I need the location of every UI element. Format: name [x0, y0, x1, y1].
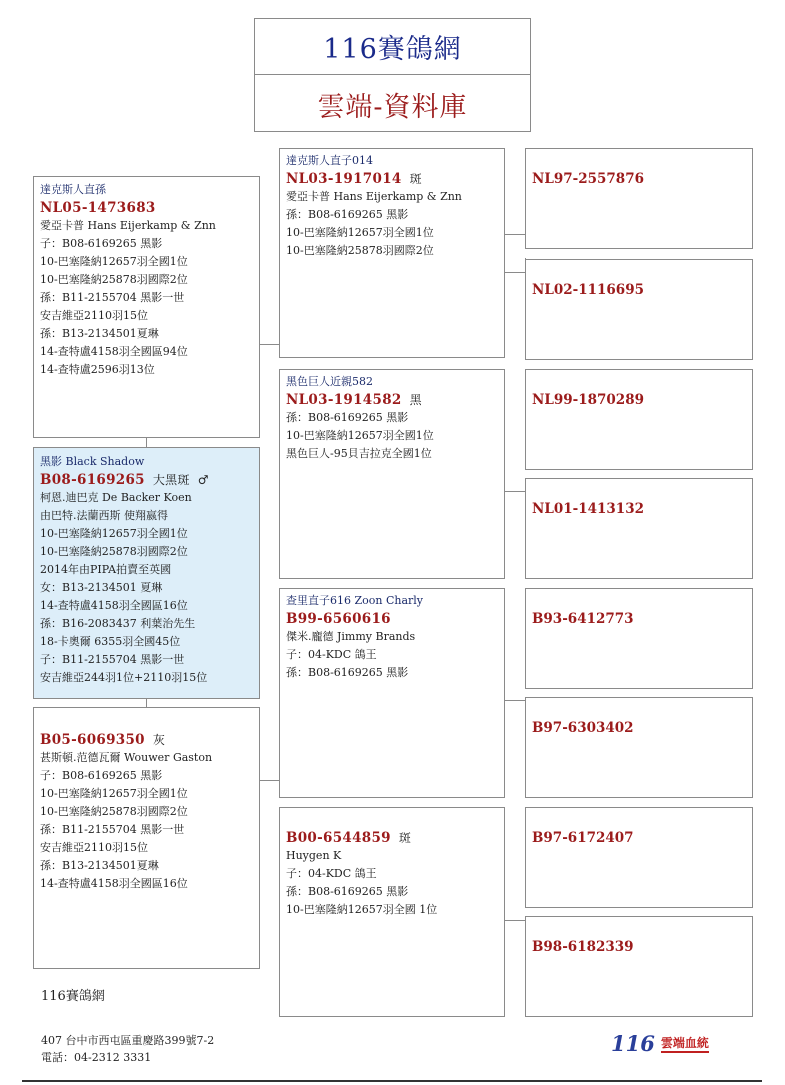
grandparent-line: 傑米.龐德 Jimmy Brands [286, 630, 416, 643]
sire-card[interactable] [33, 176, 260, 438]
dam-line: 10-巴塞隆納12657羽全國1位 [40, 787, 188, 800]
grandparent-line: 10-巴塞隆納12657羽全國1位 [286, 226, 434, 239]
dam-color: 灰 [152, 733, 166, 747]
sire-line: 孫：B11-2155704 黑影一世 [40, 291, 185, 304]
subject-line: 子：B11-2155704 黑影一世 [40, 653, 185, 666]
grandparent-line: 10-巴塞隆納12657羽全國 1位 [286, 903, 438, 916]
dam-ring[interactable]: B05-6069350 [40, 732, 145, 748]
grandparent-ring[interactable]: B99-6560616 [286, 611, 391, 627]
grandparent-line: 子：04-KDC 鴿王 [286, 648, 377, 661]
dam-line: 孫：B13-2134501夏琳 [40, 859, 159, 872]
sire-line: 10-巴塞隆納25878羽國際2位 [40, 273, 188, 286]
grandparent-line: 愛亞卡普 Hans Eijerkamp & Znn [286, 190, 462, 203]
grandparent-line: Huygen K [286, 849, 342, 862]
logo-number: 116 [611, 1031, 655, 1056]
great-grandparent-card[interactable] [525, 259, 753, 360]
subject-line: 10-巴塞隆納12657羽全國1位 [40, 527, 188, 540]
grandparent-ring[interactable]: NL03-1914582 [286, 392, 402, 408]
grandparent-color: 斑 [409, 172, 422, 186]
great-grandparent-card[interactable] [525, 916, 753, 1017]
subject-line: 女：B13-2134501 夏琳 [40, 581, 163, 594]
cloud-pedigree-logo[interactable] [611, 1030, 709, 1056]
great-grandparent-card[interactable] [525, 588, 753, 689]
connector [504, 920, 525, 921]
grandparent-line: 10-巴塞隆納12657羽全國1位 [286, 429, 434, 442]
connector [146, 437, 147, 447]
dam-line: 甚斯頓.范德瓦爾 Wouwer Gaston [40, 751, 213, 764]
grandparent-card[interactable] [279, 588, 505, 798]
sire-line: 14-查特盧4158羽全國區94位 [40, 345, 188, 358]
great-grandparent-card[interactable] [525, 369, 753, 470]
connector [504, 272, 525, 273]
grandparent-line: 孫：B08-6169265 黑影 [286, 411, 409, 424]
sire-line: 14-查特盧2596羽13位 [40, 363, 155, 376]
grandparent-card[interactable] [279, 148, 505, 358]
sire-line: 孫：B13-2134501夏琳 [40, 327, 159, 340]
great-grandparent-card[interactable] [525, 148, 753, 249]
great-grandparent-ring[interactable]: B97-6303402 [532, 720, 634, 736]
dam-line: 安吉維亞2110羽15位 [40, 841, 148, 854]
subject-line: 安吉維亞244羽1位+2110羽15位 [40, 671, 208, 684]
grandparent-line: 子：04-KDC 鴿王 [286, 867, 377, 880]
footer-contact [41, 1032, 214, 1066]
grandparent-ring[interactable]: B00-6544859 [286, 830, 391, 846]
dam-line: 子：B08-6169265 黑影 [40, 769, 163, 782]
sire-title: 達克斯人直孫 [40, 183, 106, 196]
subject-line: 2014年由PIPA拍賣至英國 [40, 563, 172, 576]
grandparent-ring[interactable]: NL03-1917014 [286, 171, 402, 187]
grandparent-color: 黑 [409, 393, 422, 407]
male-sex-icon: ♂ [197, 473, 209, 487]
subject-card[interactable] [33, 447, 260, 699]
grandparent-ring-row [286, 610, 498, 628]
connector [259, 780, 279, 781]
sire-line: 10-巴塞隆納12657羽全國1位 [40, 255, 188, 268]
site-title: 116賽鴿網 [255, 19, 530, 75]
sire-ring[interactable]: NL05-1473683 [40, 200, 156, 216]
great-grandparent-ring[interactable]: B93-6412773 [532, 611, 634, 627]
great-grandparent-ring[interactable]: B97-6172407 [532, 830, 634, 846]
connector [259, 344, 279, 345]
footer-phone: 電話：04-2312 3331 [41, 1051, 152, 1064]
grandparent-card[interactable] [279, 807, 505, 1017]
connector [504, 491, 525, 492]
grandparent-ring-row [286, 829, 498, 847]
great-grandparent-ring[interactable]: NL97-2557876 [532, 171, 644, 187]
subject-line: 14-查特盧4158羽全國區16位 [40, 599, 188, 612]
subject-line: 由巴特.法蘭西斯 使翔嬴得 [40, 509, 168, 522]
sire-line: 安吉維亞2110羽15位 [40, 309, 148, 322]
subject-line: 孫：B16-2083437 利葉治先生 [40, 617, 196, 630]
sire-line: 愛亞卡普 Hans Eijerkamp & Znn [40, 219, 216, 232]
subject-title: 黑影 Black Shadow [40, 455, 145, 468]
grandparent-line: 孫：B08-6169265 黑影 [286, 885, 409, 898]
subject-ring-row [40, 471, 253, 489]
grandparent-line: 孫：B08-6169265 黑影 [286, 666, 409, 679]
great-grandparent-ring[interactable]: NL99-1870289 [532, 392, 644, 408]
connector [504, 700, 525, 701]
connector [504, 234, 525, 235]
grandparent-line: 黑色巨人-95貝吉拉克全國1位 [286, 447, 432, 460]
connector [146, 698, 147, 707]
great-grandparent-card[interactable] [525, 807, 753, 908]
great-grandparent-card[interactable] [525, 697, 753, 798]
grandparent-title: 查里直子616 Zoon Charly [286, 594, 424, 607]
subject-color: 大黑斑 [152, 473, 190, 487]
subject-line: 18-卡奧爾 6355羽全國45位 [40, 635, 181, 648]
footer-site-name: 116賽鴿網 [41, 989, 105, 1004]
great-grandparent-ring[interactable]: NL02-1116695 [532, 282, 644, 298]
grandparent-title: 達克斯人直子014 [286, 154, 373, 167]
logo-text: 雲端血統 [661, 1034, 709, 1053]
grandparent-line: 孫：B08-6169265 黑影 [286, 208, 409, 221]
subject-ring[interactable]: B08-6169265 [40, 472, 145, 488]
subject-line: 10-巴塞隆納25878羽國際2位 [40, 545, 188, 558]
grandparent-color: 斑 [398, 831, 412, 845]
great-grandparent-card[interactable] [525, 478, 753, 579]
bottom-divider [22, 1080, 762, 1082]
grandparent-ring-row [286, 170, 498, 188]
dam-ring-row [40, 731, 253, 749]
great-grandparent-ring[interactable]: NL01-1413132 [532, 501, 644, 517]
dam-line: 14-查特盧4158羽全國區16位 [40, 877, 188, 890]
dam-line: 10-巴塞隆納25878羽國際2位 [40, 805, 188, 818]
grandparent-title: 黑色巨人近親582 [286, 375, 373, 388]
dam-line: 孫：B11-2155704 黑影一世 [40, 823, 185, 836]
grandparent-line: 10-巴塞隆納25878羽國際2位 [286, 244, 434, 257]
header-box [254, 18, 531, 132]
dam-card[interactable] [33, 707, 260, 969]
grandparent-ring-row [286, 391, 498, 409]
database-subtitle: 雲端-資料庫 [317, 91, 468, 123]
subject-line: 柯恩.迪巴克 De Backer Koen [40, 491, 192, 504]
sire-line: 子：B08-6169265 黑影 [40, 237, 163, 250]
great-grandparent-ring[interactable]: B98-6182339 [532, 939, 634, 955]
footer-address: 407 台中市西屯區重慶路399號7-2 [41, 1034, 215, 1047]
grandparent-card[interactable] [279, 369, 505, 579]
